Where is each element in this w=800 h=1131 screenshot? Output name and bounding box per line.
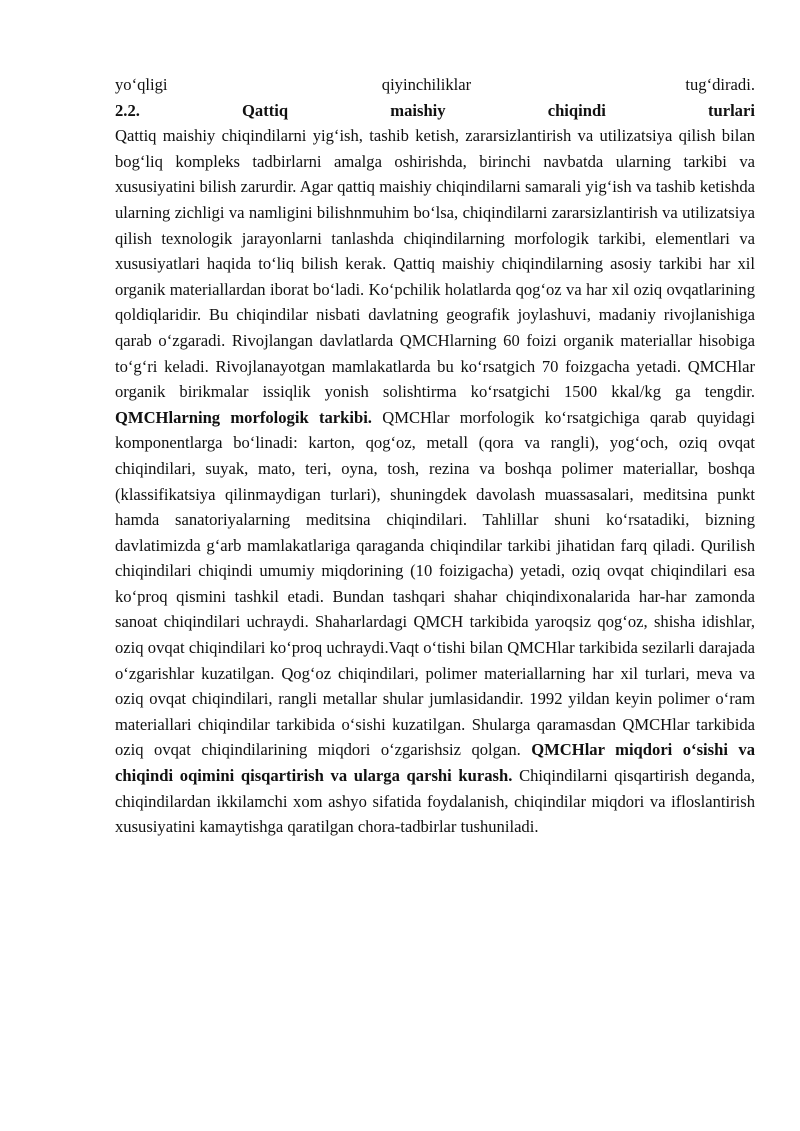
heading-word: turlari — [707, 100, 755, 120]
inline-subheading: QMCHlarning morfologik tarkibi. — [115, 407, 372, 427]
section-heading — [115, 98, 755, 124]
section-number: 2.2. — [115, 100, 140, 120]
inline-subheading: QMCHlar miqdori o‘sishi va chiqindi oqimini qisqartirish va ularga qarshi kurash. — [115, 740, 755, 786]
heading-word: Qattiq — [242, 100, 289, 120]
continuation-line — [115, 72, 755, 98]
heading-word: chiqindi — [547, 100, 606, 120]
paragraph-text: QMCHlar morfologik ko‘rsatgichiga qarab quyidagi komponentlarga bo‘linadi: karton, qog‘oz, metall (qora va rangli), yog‘och, oziq ovqat chiqindilari, suyak, mato, teri, oyna, tosh, rezina va boshqa polimer materiallar, boshqa (klassifikatsiya qilinmaydigan turlari), shuningdek davolash muassasalari, meditsina punkt hamda sanatoriyalarning meditsina chiqindilari. Tahlillar shuni ko‘rsatadiki, bizning davlatimizda g‘arb mamlakatlariga qaraganda chiqindilar tarkibi jihatidan farq qiladi. Qurilish chiqindilari chiqindi umumiy miqdorining (10 foizigacha) yetadi, oziq ovqat chiqindilari esa ko‘proq qismini tashkil etadi. Bundan tashqari shahar chiqindixonalarida har-har zamonda sanoat chiqindilari uchraydi. Shaharlardagi QMCH tarkibida yaroqsiz qog‘oz, shisha idishlar, oziq ovqat chiqindilari ko‘proq uchraydi.Vaqt o‘tishi bilan QMCHlar tarkibida sezilarli darajada o‘zgarishlar kuzatilgan. Qog‘oz chiqindilari, polimer materiallarning har xil turlari, meva va oziq ovqat chiqindilari, rangli metallar shular jumlasidandir. 1992 yildan keyin polimer o‘ram materiallari chiqindilar tarkibida o‘sishi kuzatilgan. Shularga qaramasdan QMCHlar tarkibida oziq ovqat chiqindilarining miqdori o‘zgarishsiz qolgan. — [115, 407, 755, 760]
body-paragraph — [115, 123, 755, 840]
word: yo‘qligi — [115, 75, 168, 94]
paragraph-text: Qattiq maishiy chiqindilarni yig‘ish, tashib ketish, zararsizlantirish va utilizatsiya qilish bilan bog‘liq kompleks tadbirlarni amalga oshirishda, birinchi navbatda ularning tarkibi va xususiyatini bilish zarurdir. Agar qattiq maishiy chiqindilarni samarali yig‘ish va tashib ketishda ularning zichligi va namligini bilishnmuhim bo‘lsa, chiqindilarni zararsizlantirish va utilizatsiya qilish texnologik jarayonlarni tanlashda chiqindilarning morfologik tarkibi, elementlari va xususiyatlari haqida to‘liq bilish kerak. Qattiq maishiy chiqindilarning asosiy tarkibi har xil organik materiallardan iborat bo‘ladi. Ko‘pchilik holatlarda qog‘oz va har xil oziq ovqatlarining qoldiqlaridir. Bu chiqindilar nisbati davlatning geografik joylashuvi, madaniy rivojlanishiga qarab o‘zgaradi. Rivojlangan davlatlarda QMCHlarning 60 foizi organik materiallar hisobiga to‘g‘ri keladi. Rivojlanayotgan mamlakatlarda bu ko‘rsatgich 70 foizgacha yetadi. QMCHlar organik birikmalar issiqlik yonish solishtirma ko‘rsatgichi 1500 kkal/kg ga tengdir. — [115, 126, 755, 402]
word: qiyinchiliklar — [381, 75, 472, 94]
document-page — [115, 72, 755, 840]
paragraph-text: Chiqindilarni qisqartirish deganda, chiqindilardan ikkilamchi xom ashyo sifatida foydalanish, chiqindilar miqdori va ifloslantirish xususiyatini kamaytishga qaratilgan chora-tadbirlar tushuniladi. — [115, 766, 755, 837]
heading-word: maishiy — [390, 100, 446, 120]
word: tug‘diradi. — [685, 75, 755, 94]
